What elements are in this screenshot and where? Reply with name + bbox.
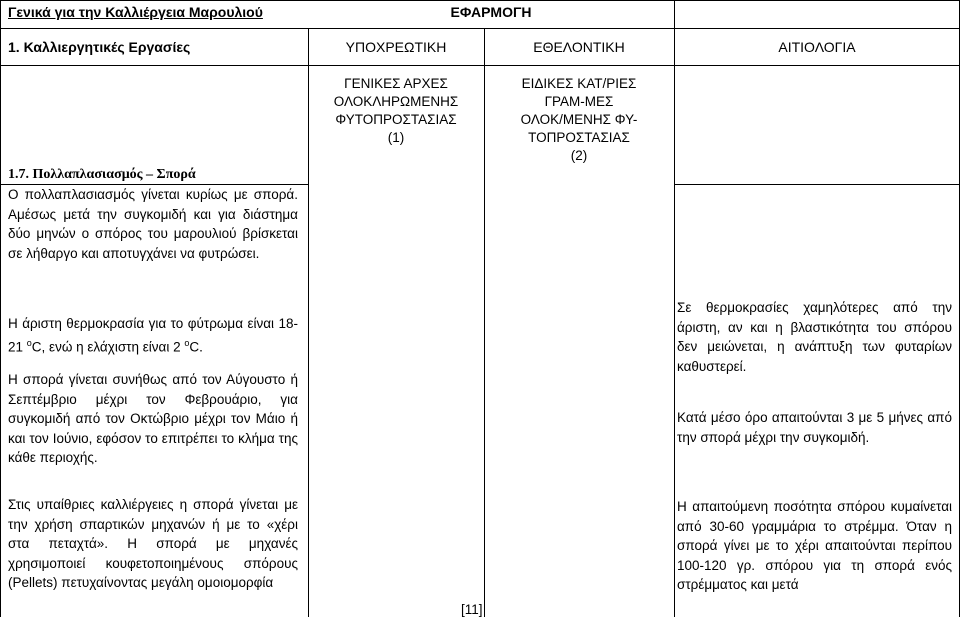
app-label: ΕΦΑΡΜΟΓΗ — [450, 4, 532, 20]
subheader-line: ΓΕΝΙΚΕΣ ΑΡΧΕΣ — [344, 76, 448, 91]
column-header-reasoning: ΑΙΤΙΟΛΟΓΙΑ — [778, 39, 856, 55]
temp-text: Η άριστη θερμοκρασία για το φύτρωμα είναι 18-21 — [8, 316, 298, 354]
subheader-line: ΕΙΔΙΚΕΣ ΚΑΤ/ΡΙΕΣ — [521, 76, 637, 91]
temp-text: C. — [189, 339, 203, 354]
section-title: 1.7. Πολλαπλασιασμός – Σπορά — [8, 167, 196, 182]
degree-sup: o — [26, 337, 32, 348]
title-link[interactable]: Γενικά για την Καλλιέργεια Μαρουλιού — [8, 4, 263, 20]
subheader-line: (2) — [570, 148, 588, 163]
subheader-line: ΟΛΟΚ/ΜΕΝΗΣ ΦΥ- — [520, 112, 638, 127]
subheader-line: ΓΡΑΜ-ΜΕΣ — [544, 94, 614, 109]
section-intro: Ο πολλαπλασιασμός γίνεται κυρίως με σπορά. Αμέσως μετά την συγκομιδή και για διάστημα δύο μηνών ο σπόρος του μαρουλιού βρίσκεται σε λήθαργο και αποτυγχάνει να φυτρώσει. — [8, 187, 298, 261]
column-header-divider — [0, 65, 960, 66]
column-header-mandatory: ΥΠΟΧΡΕΩΤΙΚΗ — [345, 39, 447, 55]
divider-col3 — [674, 0, 675, 617]
outdoor-paragraph: Στις υπαίθριες καλλιέργειες η σπορά γίνεται με την χρήση σπαρτικών μηχανών ή με το «χέρι στα πεταχτά». Η σπορά με μηχανές χρησιμοποιεί κουφετοποιημένους σπόρους (Pellets) πετυχαίνοντας μεγάλη ομοιομορφία — [8, 497, 298, 590]
subheader-general-principles — [308, 75, 484, 147]
subheader-line: ΟΛΟΚΛΗΡΩΜΕΝΗΣ — [333, 94, 459, 109]
reasoning-seed-quantity: Η απαιτούμενη ποσότητα σπόρου κυμαίνεται από 30-60 γραμμάρια το στρέμμα. Όταν η σπορά γίνει με το χέρι απαιτούνται περίπου 100-120 γρ. σπόρου για τη σπορά ενός στρέμματος και μετά — [677, 499, 952, 592]
subheader-special-categories — [484, 75, 674, 165]
reasoning-temperature: Σε θερμοκρασίες χαμηλότερες από την άριστη, αν και η βλαστικότητα του σπόρου δεν μειώνεται, η ανάπτυξη των φυταρίων καθυστερεί. — [677, 300, 952, 374]
subheader-line: ΤΟΠΡΟΣΤΑΣΙΑΣ — [528, 130, 630, 145]
sowing-paragraph: Η σπορά γίνεται συνήθως από τον Αύγουστο ή Σεπτέμβριο μέχρι τον Φεβρουάριο, για συγκομιδή από τον Οκτώβριο μέχρι τον Μάιο ή και τον Ιούνιο, εφόσον το επιτρέπει το κλήμα της κάθε περιοχής. — [8, 372, 298, 465]
degree-sup: o — [184, 337, 190, 348]
border-left — [0, 0, 1, 617]
page-number: [11] — [461, 602, 483, 617]
header-row-divider — [0, 28, 960, 29]
reasoning-duration: Κατά μέσο όρο απαιτούνται 3 με 5 μήνες από την σπορά μέχρι την συγκομιδή. — [677, 410, 952, 445]
subheader-line: ΦΥΤΟΠΡΟΣΤΑΣΙΑΣ — [335, 112, 457, 127]
column-header-voluntary: ΕΘΕΛΟΝΤΙΚΗ — [533, 39, 625, 55]
subheader-divider-right — [674, 184, 960, 185]
subheader-line: (1) — [387, 130, 405, 145]
temp-text: C, ενώ η ελάχιστη είναι 2 — [31, 339, 185, 354]
temperature-paragraph — [8, 314, 298, 357]
table-top-border — [0, 0, 960, 1]
column-header-task: 1. Καλλιεργητικές Εργασίες — [8, 39, 191, 55]
